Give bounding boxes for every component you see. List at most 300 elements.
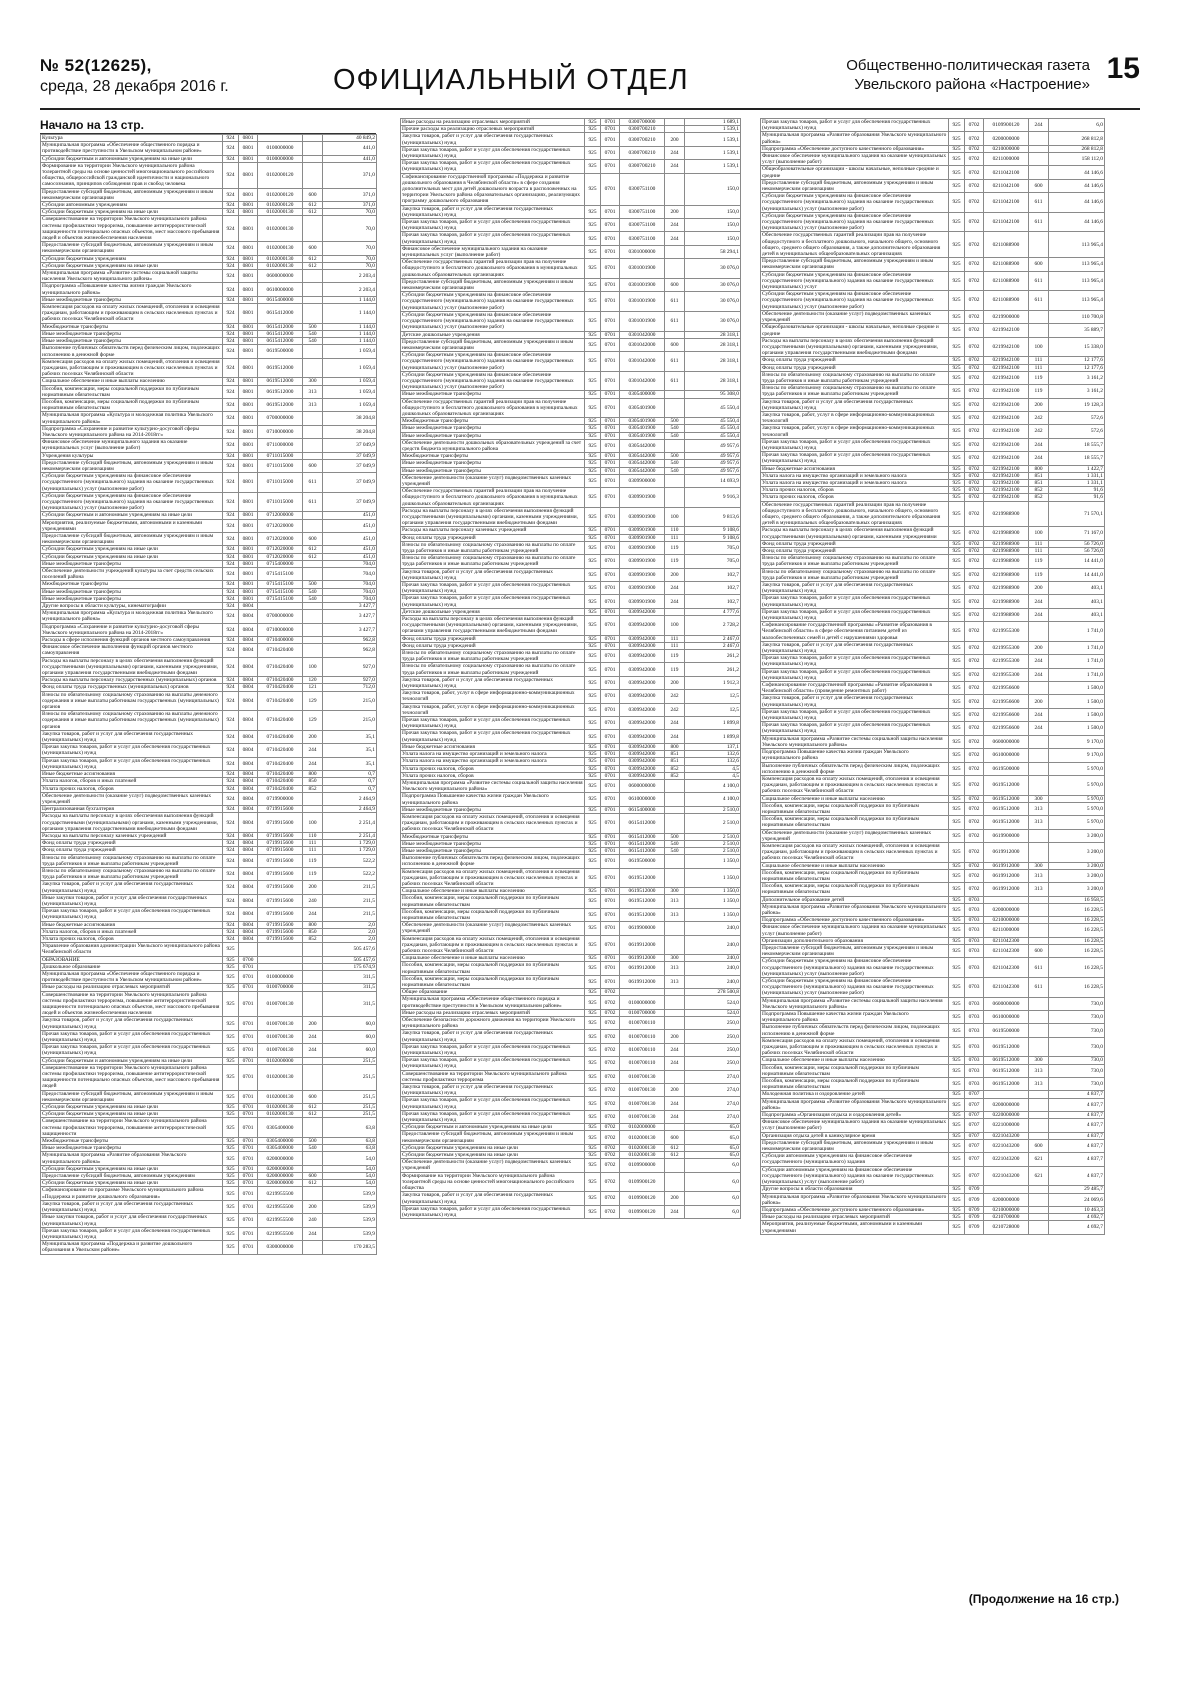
row-expense-type [665, 1124, 685, 1131]
row-amount: 1 741,0 [1049, 655, 1105, 668]
row-ministry-code: 924 [223, 568, 239, 581]
row-amount: 45 550,4 [685, 418, 741, 425]
row-expense-type: 244 [665, 595, 685, 608]
row-amount: 16 228,5 [1049, 903, 1105, 916]
row-expense-type: 119 [665, 555, 685, 568]
row-ministry-code: 925 [949, 479, 965, 486]
row-expense-type [1029, 749, 1049, 762]
row-amount: 927,0 [323, 657, 377, 677]
row-section-code: 0701 [239, 1200, 258, 1213]
row-expense-type [1029, 1011, 1049, 1024]
row-target-code: 0211088900 [984, 271, 1029, 291]
row-target-code: 0102000130 [258, 1111, 303, 1118]
row-expense-type: 313 [303, 398, 323, 411]
row-ministry-code: 924 [223, 730, 239, 743]
row-ministry-code: 924 [223, 202, 239, 209]
column-3 [760, 118, 1104, 1235]
table-row [761, 722, 1105, 735]
row-expense-type: 852 [1029, 487, 1049, 494]
row-amount: 730,0 [1049, 1057, 1105, 1064]
row-name: Централизованная бухгалтерия [41, 806, 223, 813]
row-expense-type: 611 [303, 492, 323, 512]
table-row [41, 610, 377, 623]
row-target-code: 0711015000 [258, 459, 303, 472]
row-target-code: 0219942100 [984, 472, 1029, 479]
row-target-code: 0619512000 [258, 385, 303, 398]
row-target-code: 0102000130 [620, 1131, 665, 1144]
table-row [41, 439, 377, 452]
row-section-code: 0702 [965, 385, 984, 398]
row-target-code: 0100700130 [258, 1030, 303, 1043]
row-ministry-code: 925 [585, 391, 601, 398]
row-target-code: 0102000130 [258, 242, 303, 255]
row-target-code: 0301042000 [620, 331, 665, 338]
row-amount: 35 889,7 [1049, 324, 1105, 337]
row-amount: 441,0 [323, 142, 377, 155]
table-row [761, 119, 1105, 132]
row-amount: 6,0 [685, 1159, 741, 1172]
row-section-code: 0701 [601, 331, 620, 338]
row-name: Пособия, компенсации, меры социальной поддержки по публичным нормативным обязательствам [761, 1078, 949, 1091]
row-expense-type [1029, 132, 1049, 145]
row-expense-type [303, 142, 323, 155]
row-target-code: 0219955500 [258, 1227, 303, 1240]
row-name: Взносы по обязательному социальному страхованию на выплаты денежного содержания и иные выплаты работникам государственных (муниципальных) органов [41, 691, 223, 711]
row-name: Муниципальная программа «Развитие образования Увельского муниципального района» [761, 1098, 949, 1111]
row-section-code: 0701 [601, 955, 620, 962]
row-ministry-code: 925 [223, 963, 239, 970]
row-expense-type: 200 [303, 730, 323, 743]
row-amount: 3 200,0 [1049, 869, 1105, 882]
row-ministry-code: 924 [223, 894, 239, 907]
row-expense-type: 611 [665, 371, 685, 391]
row-amount: 1 144,0 [323, 304, 377, 324]
row-name: Субсидии бюджетным учреждениям на иные цели [41, 546, 223, 553]
table-row [401, 888, 741, 895]
table-row [761, 472, 1105, 479]
row-expense-type: 200 [303, 881, 323, 894]
row-name: Муниципальная программа «Развитие образования Увельского муниципального района» [761, 1193, 949, 1206]
row-amount: 3 427,7 [323, 603, 377, 610]
row-amount: 4 837,7 [1049, 1098, 1105, 1111]
row-amount: 4 837,7 [1049, 1153, 1105, 1166]
row-target-code: 0219942100 [984, 371, 1029, 384]
row-section-code: 0702 [965, 166, 984, 179]
row-expense-type: 200 [1029, 582, 1049, 595]
table-row [761, 132, 1105, 145]
row-target-code: 0309942000 [620, 765, 665, 772]
row-section-code: 0701 [239, 1064, 258, 1090]
row-expense-type: 121 [303, 684, 323, 691]
row-expense-type: 852 [303, 785, 323, 792]
row-section-code: 0701 [601, 793, 620, 806]
table-row [401, 996, 741, 1009]
row-name: Иные расходы на реализацию отраслевых мероприятий [401, 1009, 585, 1016]
row-section-code: 0804 [239, 881, 258, 894]
row-amount: 65,0 [685, 1152, 741, 1159]
row-ministry-code: 925 [949, 1132, 965, 1139]
row-amount: 1 350,0 [685, 895, 741, 908]
row-amount: 539,9 [323, 1227, 377, 1240]
row-name: Прочая закупка товаров, работ и услуг для обеспечения государственных (муниципальных) нужд [401, 730, 585, 743]
row-name: Подпрограмма «Повышение качества жизни граждан Увельского муниципального района» [41, 283, 223, 296]
row-section-code: 0709 [965, 1193, 984, 1206]
row-target-code: 0100700130 [620, 1110, 665, 1123]
row-amount: 4 837,7 [1049, 1132, 1105, 1139]
row-section-code: 0804 [239, 637, 258, 644]
row-section-code: 0701 [601, 935, 620, 955]
row-section-code: 0801 [239, 188, 258, 201]
row-target-code: 0102000130 [258, 255, 303, 262]
row-section-code: 0703 [965, 1057, 984, 1064]
row-expense-type: 600 [665, 338, 685, 351]
row-section-code: 0701 [601, 467, 620, 474]
row-target-code: 0305401900 [620, 398, 665, 418]
row-amount: 44 146,6 [1049, 179, 1105, 192]
row-ministry-code: 924 [223, 512, 239, 519]
row-expense-type [665, 922, 685, 935]
row-ministry-code: 925 [949, 153, 965, 166]
row-section-code: 0701 [239, 970, 258, 983]
row-target-code: 0300700000 [620, 119, 665, 126]
row-expense-type: 129 [303, 711, 323, 731]
table-row [401, 1084, 741, 1097]
row-target-code: 0710400000 [258, 637, 303, 644]
row-section-code: 0701 [601, 703, 620, 716]
row-name: Субсидии бюджетным учреждениям на иные цели [41, 1180, 223, 1187]
row-target-code: 0219942100 [984, 452, 1029, 465]
row-expense-type: 244 [665, 146, 685, 159]
row-ministry-code: 924 [223, 345, 239, 358]
row-expense-type [1029, 903, 1049, 916]
row-target-code: 0619500000 [984, 1024, 1029, 1037]
row-expense-type: 540 [665, 840, 685, 847]
row-target-code: 0305401900 [620, 418, 665, 425]
row-target-code: 0309942000 [620, 616, 665, 636]
row-name: Социальное обеспечение и иные выплаты населению [401, 888, 585, 895]
row-name: Фонд оплаты труда учреждений [41, 847, 223, 854]
row-target-code: 0715415100 [258, 588, 303, 595]
row-target-code: 0109900120 [620, 1172, 665, 1192]
row-name: Субсидии бюджетным учреждениям на финансовое обеспечение государственного (муниципального) задания на оказание государственных (муниципальных) услуг (выполнение работ) [41, 492, 223, 512]
row-ministry-code: 924 [223, 135, 239, 142]
row-expense-type: 300 [665, 888, 685, 895]
row-amount: 2 464,9 [323, 792, 377, 805]
row-expense-type: 300 [1029, 795, 1049, 802]
table-row [401, 813, 741, 833]
table-row [761, 385, 1105, 398]
table-row [401, 534, 741, 541]
row-expense-type: 852 [665, 772, 685, 779]
table-row [401, 806, 741, 813]
row-ministry-code: 925 [949, 1057, 965, 1064]
row-expense-type: 200 [303, 1200, 323, 1213]
row-expense-type [303, 1057, 323, 1064]
row-target-code: 0300700210 [620, 133, 665, 146]
row-target-code [258, 135, 303, 142]
row-section-code: 0801 [239, 519, 258, 532]
row-amount: 5 970,0 [1049, 775, 1105, 795]
row-name: Муниципальная программа «Развитие системы социальной защиты населения Увельского муниципального района» [41, 270, 223, 283]
row-target-code: 0220000000 [984, 1112, 1029, 1119]
row-name: Обеспечение государственных гарантий реализации прав на получение общедоступного и бесплатного дошкольного, начального общего, основного общего, среднего общего образования, а также дополнительного образования детей в муниципальных общеобразовательных организациях [761, 232, 949, 258]
row-target-code: 0219988900 [984, 555, 1029, 568]
row-amount: 54,0 [323, 1152, 377, 1165]
row-section-code: 0801 [239, 142, 258, 155]
row-name: Фонд оплаты труда государственных (муниципальных) органов [41, 684, 223, 691]
row-amount: 261,2 [685, 650, 741, 663]
row-name: Выполнение публичных обязательств перед физическим лицом, подлежащих исполнению в денежной форме [401, 855, 585, 868]
row-ministry-code: 925 [585, 352, 601, 372]
row-expense-type: 244 [1029, 655, 1049, 668]
row-section-code: 0702 [965, 816, 984, 829]
table-row [761, 1064, 1105, 1077]
row-section-code: 0702 [601, 1030, 620, 1043]
row-name: Пособия, компенсации, меры социальной поддержки по публичным нормативным обязательствам [401, 895, 585, 908]
row-name: Расходы на выплаты персоналу казенных учреждений [41, 832, 223, 839]
row-target-code: 0619512000 [984, 802, 1029, 815]
row-amount: 1 059,4 [323, 378, 377, 385]
row-target-code [620, 989, 665, 996]
table-row [401, 488, 741, 508]
row-name: Мероприятия, реализуемые бюджетными, автономными и казенными учреждениями [761, 1221, 949, 1234]
table-row [41, 806, 377, 813]
row-name: Пособия, компенсации, меры социальной поддержки по публичным нормативным обязательствам [761, 883, 949, 896]
row-amount: 730,0 [1049, 1078, 1105, 1091]
row-section-code: 0702 [965, 472, 984, 479]
row-name: Компенсация расходов на оплату жилых помещений, отопления и освещения гражданам, работающим и проживающим в сельских населенных пунктах и рабочих поселках Челябинской области [401, 935, 585, 955]
row-expense-type [303, 216, 323, 242]
row-expense-type [303, 644, 323, 657]
row-name: Субсидии бюджетным учреждениям на иные цели [41, 262, 223, 269]
row-target-code: 0210000000 [984, 917, 1029, 924]
row-expense-type: 611 [1029, 212, 1049, 232]
row-amount: 6,0 [685, 1205, 741, 1218]
row-amount: 705,0 [685, 541, 741, 554]
row-expense-type [665, 806, 685, 813]
row-ministry-code: 924 [223, 242, 239, 255]
row-section-code: 0804 [239, 771, 258, 778]
row-amount: 1 500,0 [1049, 695, 1105, 708]
row-expense-type: 313 [1029, 1064, 1049, 1077]
row-section-code: 0702 [601, 1097, 620, 1110]
row-section-code: 0701 [601, 813, 620, 833]
row-amount: 2 203,4 [323, 283, 377, 296]
row-amount: 2 728,2 [685, 616, 741, 636]
table-row [41, 270, 377, 283]
row-amount: 12 177,6 [1049, 357, 1105, 364]
row-name: Субсидии бюджетным и автономным учреждениям на иные цели [401, 1124, 585, 1131]
row-name: Прочая закупка товаров, работ и услуг для обеспечения государственных (муниципальных) нужд [761, 119, 949, 132]
row-ministry-code: 924 [223, 921, 239, 928]
table-row [401, 232, 741, 245]
row-section-code: 0804 [239, 847, 258, 854]
row-ministry-code: 925 [585, 488, 601, 508]
row-ministry-code: 925 [949, 722, 965, 735]
row-expense-type: 244 [665, 582, 685, 595]
row-ministry-code: 924 [223, 188, 239, 201]
row-amount: 4 692,7 [1049, 1214, 1105, 1221]
row-amount: 1 729,0 [323, 840, 377, 847]
row-section-code: 0804 [239, 744, 258, 757]
row-target-code: 0221043200 [984, 1139, 1029, 1152]
row-expense-type: 244 [1029, 608, 1049, 621]
row-name: Фонд оплаты труда учреждений [761, 548, 949, 555]
row-expense-type: 313 [665, 895, 685, 908]
row-name: Совершенствование на территории Увельского муниципального района системы профилактики терроризма, повышение антитеррористической защищенности [41, 1118, 223, 1138]
row-target-code: 0100000000 [258, 970, 303, 983]
row-name: Управление образования администрации Увельского муниципального района Челябинской области [41, 943, 223, 956]
row-amount: 705,0 [685, 555, 741, 568]
table-row [401, 146, 741, 159]
row-ministry-code: 924 [223, 881, 239, 894]
row-amount: 70,0 [323, 216, 377, 242]
newspaper-name-line2: Увельского района «Настроение» [854, 76, 1090, 93]
row-amount: 572,6 [1049, 425, 1105, 438]
row-amount: 30 076,0 [685, 278, 741, 291]
row-expense-type: 500 [303, 323, 323, 330]
table-row [41, 1017, 377, 1030]
row-name: Предоставление субсидий бюджетным, автономным учреждениям и иным некоммерческим организациям [41, 188, 223, 201]
row-section-code: 0701 [601, 895, 620, 908]
table-row [41, 560, 377, 567]
row-ministry-code: 924 [223, 867, 239, 880]
table-row [761, 398, 1105, 411]
row-expense-type: 111 [1029, 357, 1049, 364]
row-target-code: 0100000000 [258, 155, 303, 162]
row-target-code: 0719915600 [258, 832, 303, 839]
row-amount: 311,5 [323, 984, 377, 991]
row-ministry-code: 925 [949, 862, 965, 869]
table-row [761, 695, 1105, 708]
table-row [41, 1090, 377, 1103]
row-amount: 522,2 [323, 867, 377, 880]
row-ministry-code: 925 [585, 460, 601, 467]
row-name: Обеспечение деятельности (оказание услуг) подведомственных казенных учреждений [401, 474, 585, 487]
row-section-code: 0703 [965, 1064, 984, 1077]
table-row [761, 582, 1105, 595]
row-amount: 730,0 [1049, 1024, 1105, 1037]
table-row [761, 682, 1105, 695]
row-section-code: 0702 [965, 595, 984, 608]
row-name: Софинансирование государственной программы «Развитие образования в Челябинской области» (проведение ремонтных работ) [761, 682, 949, 695]
row-ministry-code: 925 [949, 487, 965, 494]
row-amount: 2 251,4 [323, 813, 377, 833]
row-amount: 1 539,1 [685, 160, 741, 173]
row-target-code: 0301000000 [620, 245, 665, 258]
row-target-code: 0100700130 [620, 1084, 665, 1097]
row-ministry-code: 925 [585, 650, 601, 663]
row-amount: 2 510,0 [685, 833, 741, 840]
table-row [761, 641, 1105, 654]
table-row [401, 160, 741, 173]
row-target-code [984, 896, 1029, 903]
row-ministry-code: 925 [949, 398, 965, 411]
table-row [401, 1152, 741, 1159]
row-ministry-code: 924 [223, 398, 239, 411]
row-amount: 9 170,0 [1049, 749, 1105, 762]
row-name: Пособия, компенсации, меры социальной поддержки по публичным нормативным обязательствам [401, 962, 585, 975]
row-section-code: 0702 [965, 364, 984, 371]
table-row [401, 352, 741, 372]
row-amount: 49 957,6 [685, 439, 741, 452]
row-amount: 1 059,4 [323, 345, 377, 358]
row-expense-type [303, 560, 323, 567]
row-target-code: 0200000000 [258, 1165, 303, 1172]
row-expense-type: 200 [665, 133, 685, 146]
row-name: Обеспечение государственных гарантий реализации прав на получение общедоступного и бесплатного дошкольного образования в муниципальных дошкольных образовательных организациях [401, 488, 585, 508]
table-row [401, 467, 741, 474]
row-ministry-code: 925 [585, 595, 601, 608]
row-target-code: 0300751100 [620, 205, 665, 218]
row-target-code: 0710000000 [258, 425, 303, 438]
row-expense-type: 612 [303, 546, 323, 553]
row-ministry-code: 924 [223, 270, 239, 283]
row-ministry-code: 925 [949, 582, 965, 595]
row-expense-type: 200 [665, 205, 685, 218]
row-target-code: 0600000000 [620, 779, 665, 792]
row-name: Прочая закупка товаров, работ и услуг для обеспечения государственных (муниципальных) нужд [761, 438, 949, 451]
row-expense-type: 540 [303, 338, 323, 345]
row-ministry-code: 925 [585, 1131, 601, 1144]
row-ministry-code: 925 [585, 146, 601, 159]
row-ministry-code: 925 [949, 472, 965, 479]
table-row [41, 1030, 377, 1043]
row-ministry-code: 924 [223, 610, 239, 623]
table-row [761, 1139, 1105, 1152]
row-target-code: 0102000130 [258, 1104, 303, 1111]
row-expense-type: 313 [665, 908, 685, 921]
row-name: Другие вопросы в области культуры, кинематографии [41, 603, 223, 610]
row-target-code [258, 603, 303, 610]
row-name: Субсидии бюджетным учреждениям на финансовое обеспечение государственного (муниципального) задания на оказание государственных (муниципальных) услуг (выполнение работ) [761, 978, 949, 998]
table-row [41, 459, 377, 472]
row-amount: 4 100,0 [685, 793, 741, 806]
row-expense-type [303, 603, 323, 610]
row-expense-type: 244 [1029, 595, 1049, 608]
table-row [401, 650, 741, 663]
row-ministry-code: 925 [585, 772, 601, 779]
row-amount: 1 899,8 [685, 730, 741, 743]
table-row [761, 1011, 1105, 1024]
row-section-code: 0701 [601, 765, 620, 772]
row-section-code: 0701 [601, 751, 620, 758]
row-expense-type [1029, 1214, 1049, 1221]
column-2 [400, 118, 740, 1219]
row-ministry-code: 924 [223, 778, 239, 785]
table-row [401, 840, 741, 847]
row-expense-type: 244 [1029, 119, 1049, 132]
row-target-code: 0309942000 [620, 758, 665, 765]
row-ministry-code: 925 [585, 173, 601, 205]
row-target-code: 0219988900 [984, 595, 1029, 608]
table-row [401, 245, 741, 258]
row-ministry-code: 925 [585, 439, 601, 452]
row-expense-type: 600 [303, 188, 323, 201]
row-name: Иные межбюджетные трансферты [41, 296, 223, 303]
table-row [401, 1172, 741, 1192]
row-expense-type: 244 [665, 1205, 685, 1218]
row-target-code: 0719915600 [258, 935, 303, 942]
row-expense-type [303, 637, 323, 644]
table-row [401, 1009, 741, 1016]
budget-table-2 [400, 118, 741, 1219]
row-target-code: 0305400000 [258, 1145, 303, 1152]
row-target-code: 0210000000 [984, 145, 1029, 152]
row-expense-type: 244 [665, 232, 685, 245]
row-amount: 1 350,0 [685, 908, 741, 921]
row-target-code: 0615412000 [620, 833, 665, 840]
